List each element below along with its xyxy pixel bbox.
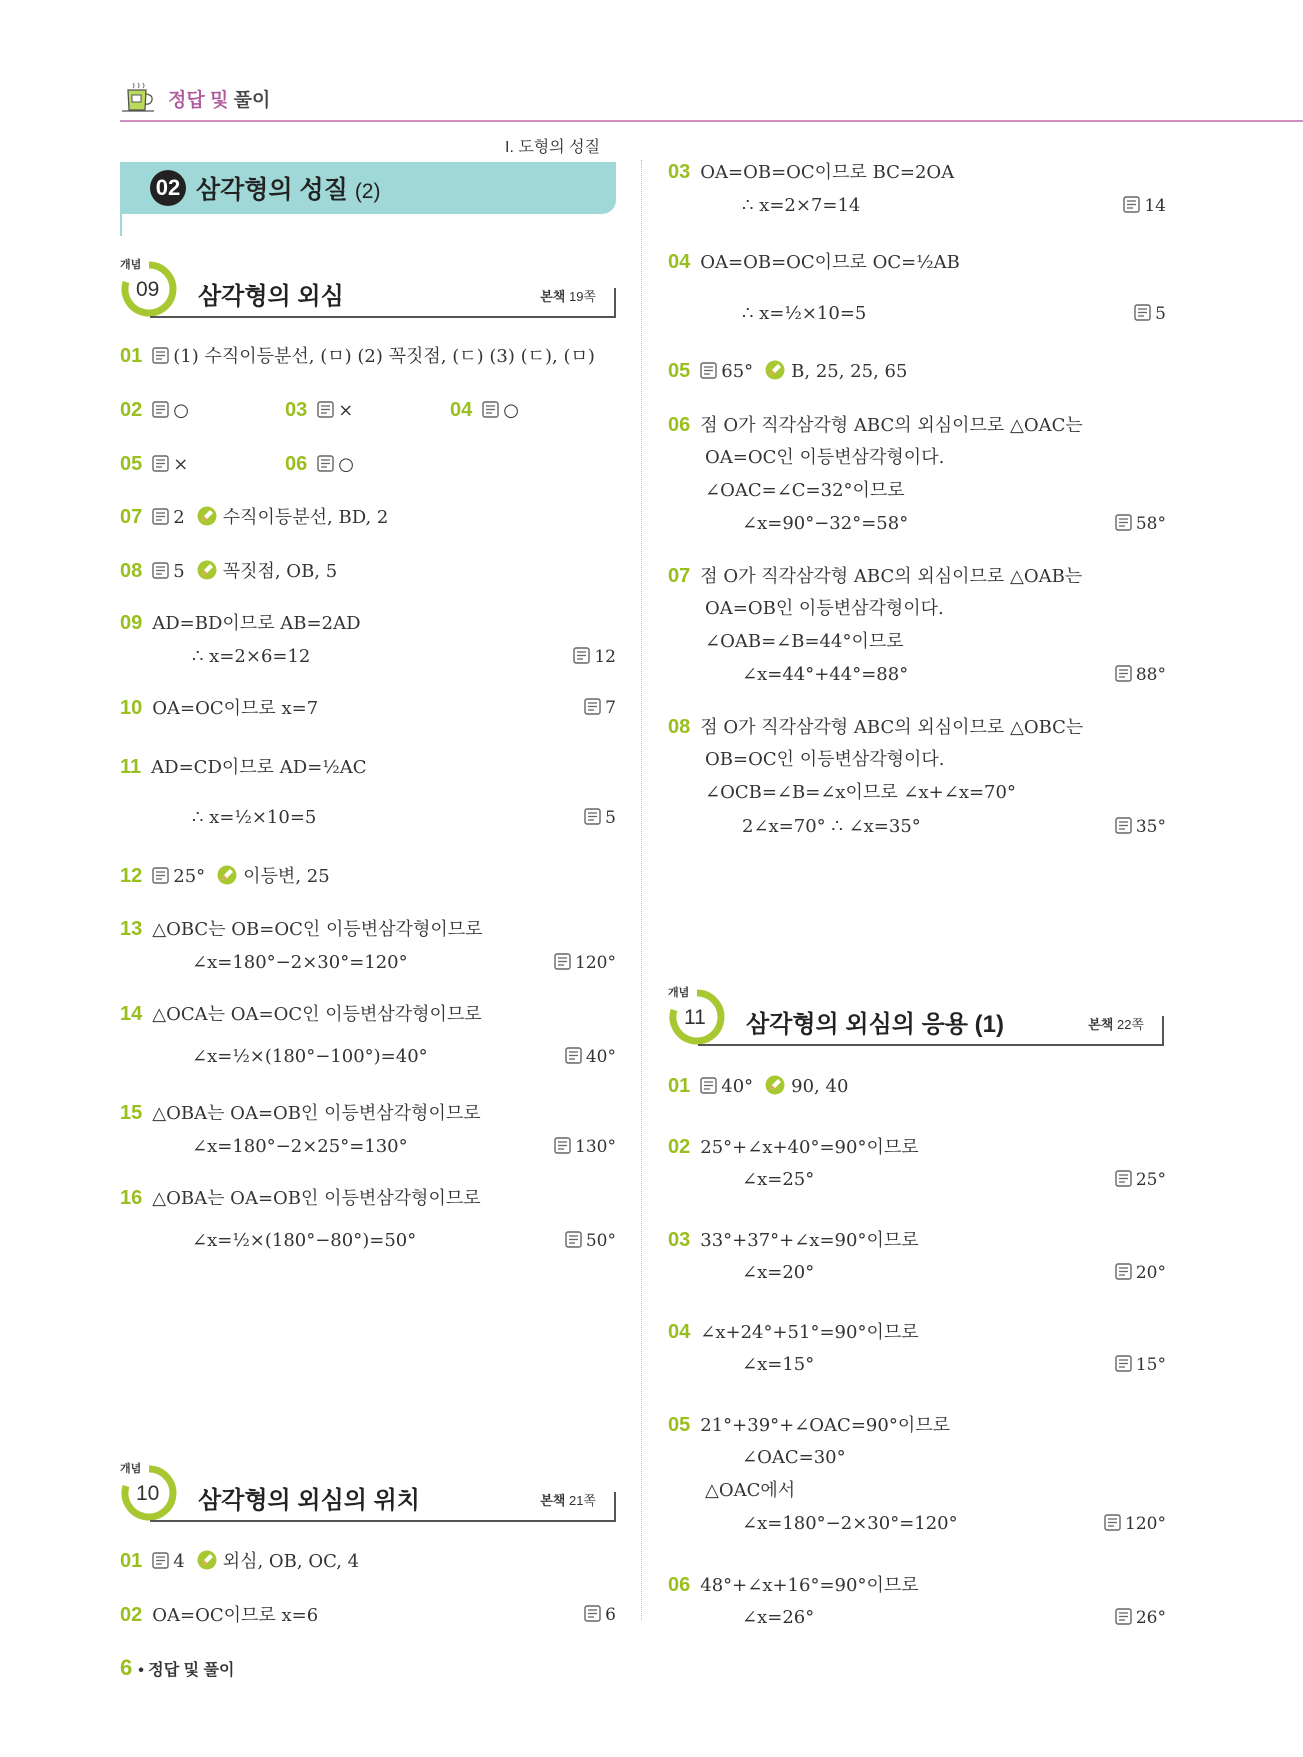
concept-title: 삼각형의 외심의 응용 (1) [746, 1011, 1004, 1038]
answer-icon [584, 808, 601, 825]
problem-10-04: 04 OA=OB=OC이므로 OC=½AB [668, 251, 960, 273]
answer-icon [152, 508, 169, 525]
problem-11-02-line2: ∠x=25° [742, 1169, 815, 1190]
cup-icon [120, 80, 158, 116]
answer-icon [1115, 1170, 1132, 1187]
problem-09-15-line2: ∠x=180°−2×25°=130° [192, 1136, 408, 1157]
problem-10-07-line2: OA=OB인 이등변삼각형이다. [705, 598, 944, 619]
problem-09-09-line2: ∴ x=2×6=12 [192, 646, 311, 667]
answer-icon [1134, 304, 1151, 321]
answer-icon [1115, 817, 1132, 834]
pencil-icon [765, 1075, 785, 1095]
problem-10-08-line2: OB=OC인 이등변삼각형이다. [705, 749, 945, 770]
problem-11-03-answer: 20° [1050, 1261, 1166, 1285]
answer-icon [554, 1137, 571, 1154]
problem-09-13: 13 △OBC는 OB=OC인 이등변삼각형이므로 [120, 918, 483, 940]
answer-icon [1115, 1355, 1132, 1372]
concept-number: 09 [136, 278, 160, 301]
problem-09-13-answer: 120° [500, 951, 616, 975]
problem-11-06: 06 48°+∠x+16°=90°이므로 [668, 1574, 919, 1596]
problem-09-14-line2: ∠x=½×(180°−100°)=40° [192, 1046, 428, 1067]
problem-10-06-line2: OA=OC인 이등변삼각형이다. [705, 447, 945, 468]
problem-09-15-answer: 130° [500, 1135, 616, 1159]
answer-icon [584, 698, 601, 715]
pencil-icon [765, 360, 785, 380]
answer-icon [565, 1047, 582, 1064]
problem-10-04-answer: 5 [1070, 302, 1166, 326]
concept-tag: 개념 [668, 987, 690, 999]
problem-09-05: 05 × [120, 453, 189, 475]
problem-11-01: 01 40° 90, 40 [668, 1075, 849, 1097]
problem-10-07: 07 점 O가 직각삼각형 ABC의 외심이므로 △OAB는 [668, 565, 1083, 587]
chapter-tail [120, 214, 122, 236]
problem-09-16-line2: ∠x=½×(180°−80°)=50° [192, 1230, 417, 1251]
concept-title: 삼각형의 외심 [198, 283, 344, 310]
problem-11-04-line2: ∠x=15° [742, 1354, 815, 1375]
answer-icon [700, 1077, 717, 1094]
answer-icon [152, 347, 169, 364]
answer-icon [152, 562, 169, 579]
answer-icon [1115, 514, 1132, 531]
answer-icon [317, 455, 334, 472]
answer-icon [1104, 1514, 1121, 1531]
problem-10-07-line4: ∠x=44°+44°=88° [742, 664, 909, 685]
concept-number: 11 [684, 1006, 706, 1029]
problem-09-12: 12 25° 이등변, 25 [120, 865, 330, 887]
answer-icon [565, 1231, 582, 1248]
concept-hook [614, 288, 616, 318]
problem-09-16: 16 △OBA는 OA=OB인 이등변삼각형이므로 [120, 1187, 481, 1209]
pencil-icon [197, 560, 217, 580]
answer-icon [482, 401, 499, 418]
answer-icon [152, 455, 169, 472]
problem-11-05-answer: 120° [1040, 1512, 1166, 1536]
problem-09-11: 11 AD=CD이므로 AD=½AC [120, 756, 367, 778]
problem-09-09: 09 AD=BD이므로 AB=2AD [120, 612, 361, 634]
problem-10-06: 06 점 O가 직각삼각형 ABC의 외심이므로 △OAC는 [668, 414, 1083, 436]
problem-10-04-line2: ∴ x=½×10=5 [742, 303, 867, 324]
concept-hook [1162, 1016, 1164, 1046]
problem-09-08: 08 5 꼭짓점, OB, 5 [120, 560, 338, 582]
problem-11-05-line2: ∠OAC=30° [742, 1447, 846, 1468]
problem-10-07-answer: 88° [1050, 663, 1166, 687]
pencil-icon [197, 506, 217, 526]
problem-10-06-answer: 58° [1050, 512, 1166, 536]
chapter-number: 02 [150, 170, 186, 206]
answer-icon [1123, 196, 1140, 213]
answer-icon [1115, 1263, 1132, 1280]
concept-ref: 본책 21쪽 [540, 1493, 596, 1508]
problem-09-01: 01 (1) 수직이등분선, (ㅁ) (2) 꼭짓점, (ㄷ) (3) (ㄷ), (ㅁ) [120, 345, 595, 367]
answer-icon [152, 1552, 169, 1569]
concept-11-header [668, 984, 1164, 1046]
problem-09-11-line2: ∴ x=½×10=5 [192, 807, 317, 828]
problem-10-08-answer: 35° [1050, 815, 1166, 839]
column-divider [641, 160, 642, 1620]
concept-tag: 개념 [120, 259, 142, 271]
concept-ref: 본책 19쪽 [540, 289, 596, 304]
answer-icon [317, 401, 334, 418]
problem-09-07: 07 2 수직이등분선, BD, 2 [120, 506, 389, 528]
problem-10-02-answer: 6 [520, 1603, 616, 1627]
concept-title: 삼각형의 외심의 위치 [198, 1487, 420, 1514]
problem-09-02: 02 ○ [120, 399, 189, 421]
concept-underline [698, 1044, 1164, 1046]
problem-11-04: 04 ∠x+24°+51°=90°이므로 [668, 1321, 919, 1343]
concept-tag: 개념 [120, 1463, 142, 1475]
problem-09-10: 10 OA=OC이므로 x=7 [120, 697, 319, 719]
page-header [120, 78, 270, 118]
concept-10-header [120, 1460, 616, 1522]
problem-09-10-answer: 7 [520, 696, 616, 720]
problem-11-06-line2: ∠x=26° [742, 1607, 815, 1628]
answer-icon [1115, 665, 1132, 682]
chapter-banner [120, 162, 616, 214]
problem-11-02: 02 25°+∠x+40°=90°이므로 [668, 1136, 919, 1158]
problem-09-14: 14 △OCA는 OA=OC인 이등변삼각형이므로 [120, 1003, 482, 1025]
problem-09-03: 03 × [285, 399, 354, 421]
problem-11-05: 05 21°+39°+∠OAC=90°이므로 [668, 1414, 950, 1436]
problem-10-01: 01 4 외심, OB, OC, 4 [120, 1550, 360, 1572]
answer-icon [700, 362, 717, 379]
problem-10-03: 03 OA=OB=OC이므로 BC=2OA [668, 161, 955, 183]
header-title: 정답 및 풀이 [168, 89, 271, 111]
concept-ref: 본책 22쪽 [1088, 1017, 1144, 1032]
answer-icon [554, 953, 571, 970]
concept-number: 10 [136, 1482, 160, 1505]
problem-09-14-answer: 40° [500, 1045, 616, 1069]
problem-10-07-line3: ∠OAB=∠B=44°이므로 [705, 631, 904, 652]
answer-icon [152, 401, 169, 418]
concept-09-header [120, 256, 616, 318]
problem-10-06-line4: ∠x=90°−32°=58° [742, 513, 909, 534]
problem-09-15: 15 △OBA는 OA=OB인 이등변삼각형이므로 [120, 1102, 481, 1124]
problem-10-08-line4: 2∠x=70° ∴ ∠x=35° [742, 816, 921, 837]
page-footer: 6 • 정답 및 풀이 [120, 1655, 235, 1680]
section-label: I. 도형의 성질 [505, 139, 601, 156]
answer-icon [152, 867, 169, 884]
concept-underline [150, 316, 616, 318]
page-number: 6 [120, 1655, 133, 1680]
problem-10-06-line3: ∠OAC=∠C=32°이므로 [705, 480, 905, 501]
problem-11-05-line3: △OAC에서 [705, 1480, 796, 1501]
concept-hook [614, 1492, 616, 1522]
chapter-title: 삼각형의 성질 (2) [196, 176, 381, 204]
answer-icon [584, 1605, 601, 1622]
pencil-icon [197, 1550, 217, 1570]
problem-11-02-answer: 25° [1050, 1168, 1166, 1192]
problem-11-05-line4: ∠x=180°−2×30°=120° [742, 1513, 958, 1534]
problem-09-16-answer: 50° [500, 1229, 616, 1253]
problem-10-08: 08 점 O가 직각삼각형 ABC의 외심이므로 △OBC는 [668, 716, 1084, 738]
problem-11-03-line2: ∠x=20° [742, 1262, 815, 1283]
answer-icon [1115, 1608, 1132, 1625]
problem-09-06: 06 ○ [285, 453, 354, 475]
problem-09-09-answer: 12 [520, 645, 616, 669]
header-rule [120, 120, 1303, 122]
problem-10-03-line2: ∴ x=2×7=14 [742, 195, 861, 216]
problem-10-02: 02 OA=OC이므로 x=6 [120, 1604, 319, 1626]
concept-underline [150, 1520, 616, 1522]
problem-11-06-answer: 26° [1050, 1606, 1166, 1630]
problem-10-08-line3: ∠OCB=∠B=∠x이므로 ∠x+∠x=70° [705, 782, 1016, 803]
problem-09-04: 04 ○ [450, 399, 519, 421]
problem-10-05: 05 65° B, 25, 25, 65 [668, 360, 908, 382]
problem-11-03: 03 33°+37°+∠x=90°이므로 [668, 1229, 919, 1251]
answer-icon [573, 647, 590, 664]
problem-11-04-answer: 15° [1050, 1353, 1166, 1377]
problem-10-03-answer: 14 [1070, 194, 1166, 218]
pencil-icon [217, 865, 237, 885]
problem-09-13-line2: ∠x=180°−2×30°=120° [192, 952, 408, 973]
problem-09-11-answer: 5 [520, 806, 616, 830]
